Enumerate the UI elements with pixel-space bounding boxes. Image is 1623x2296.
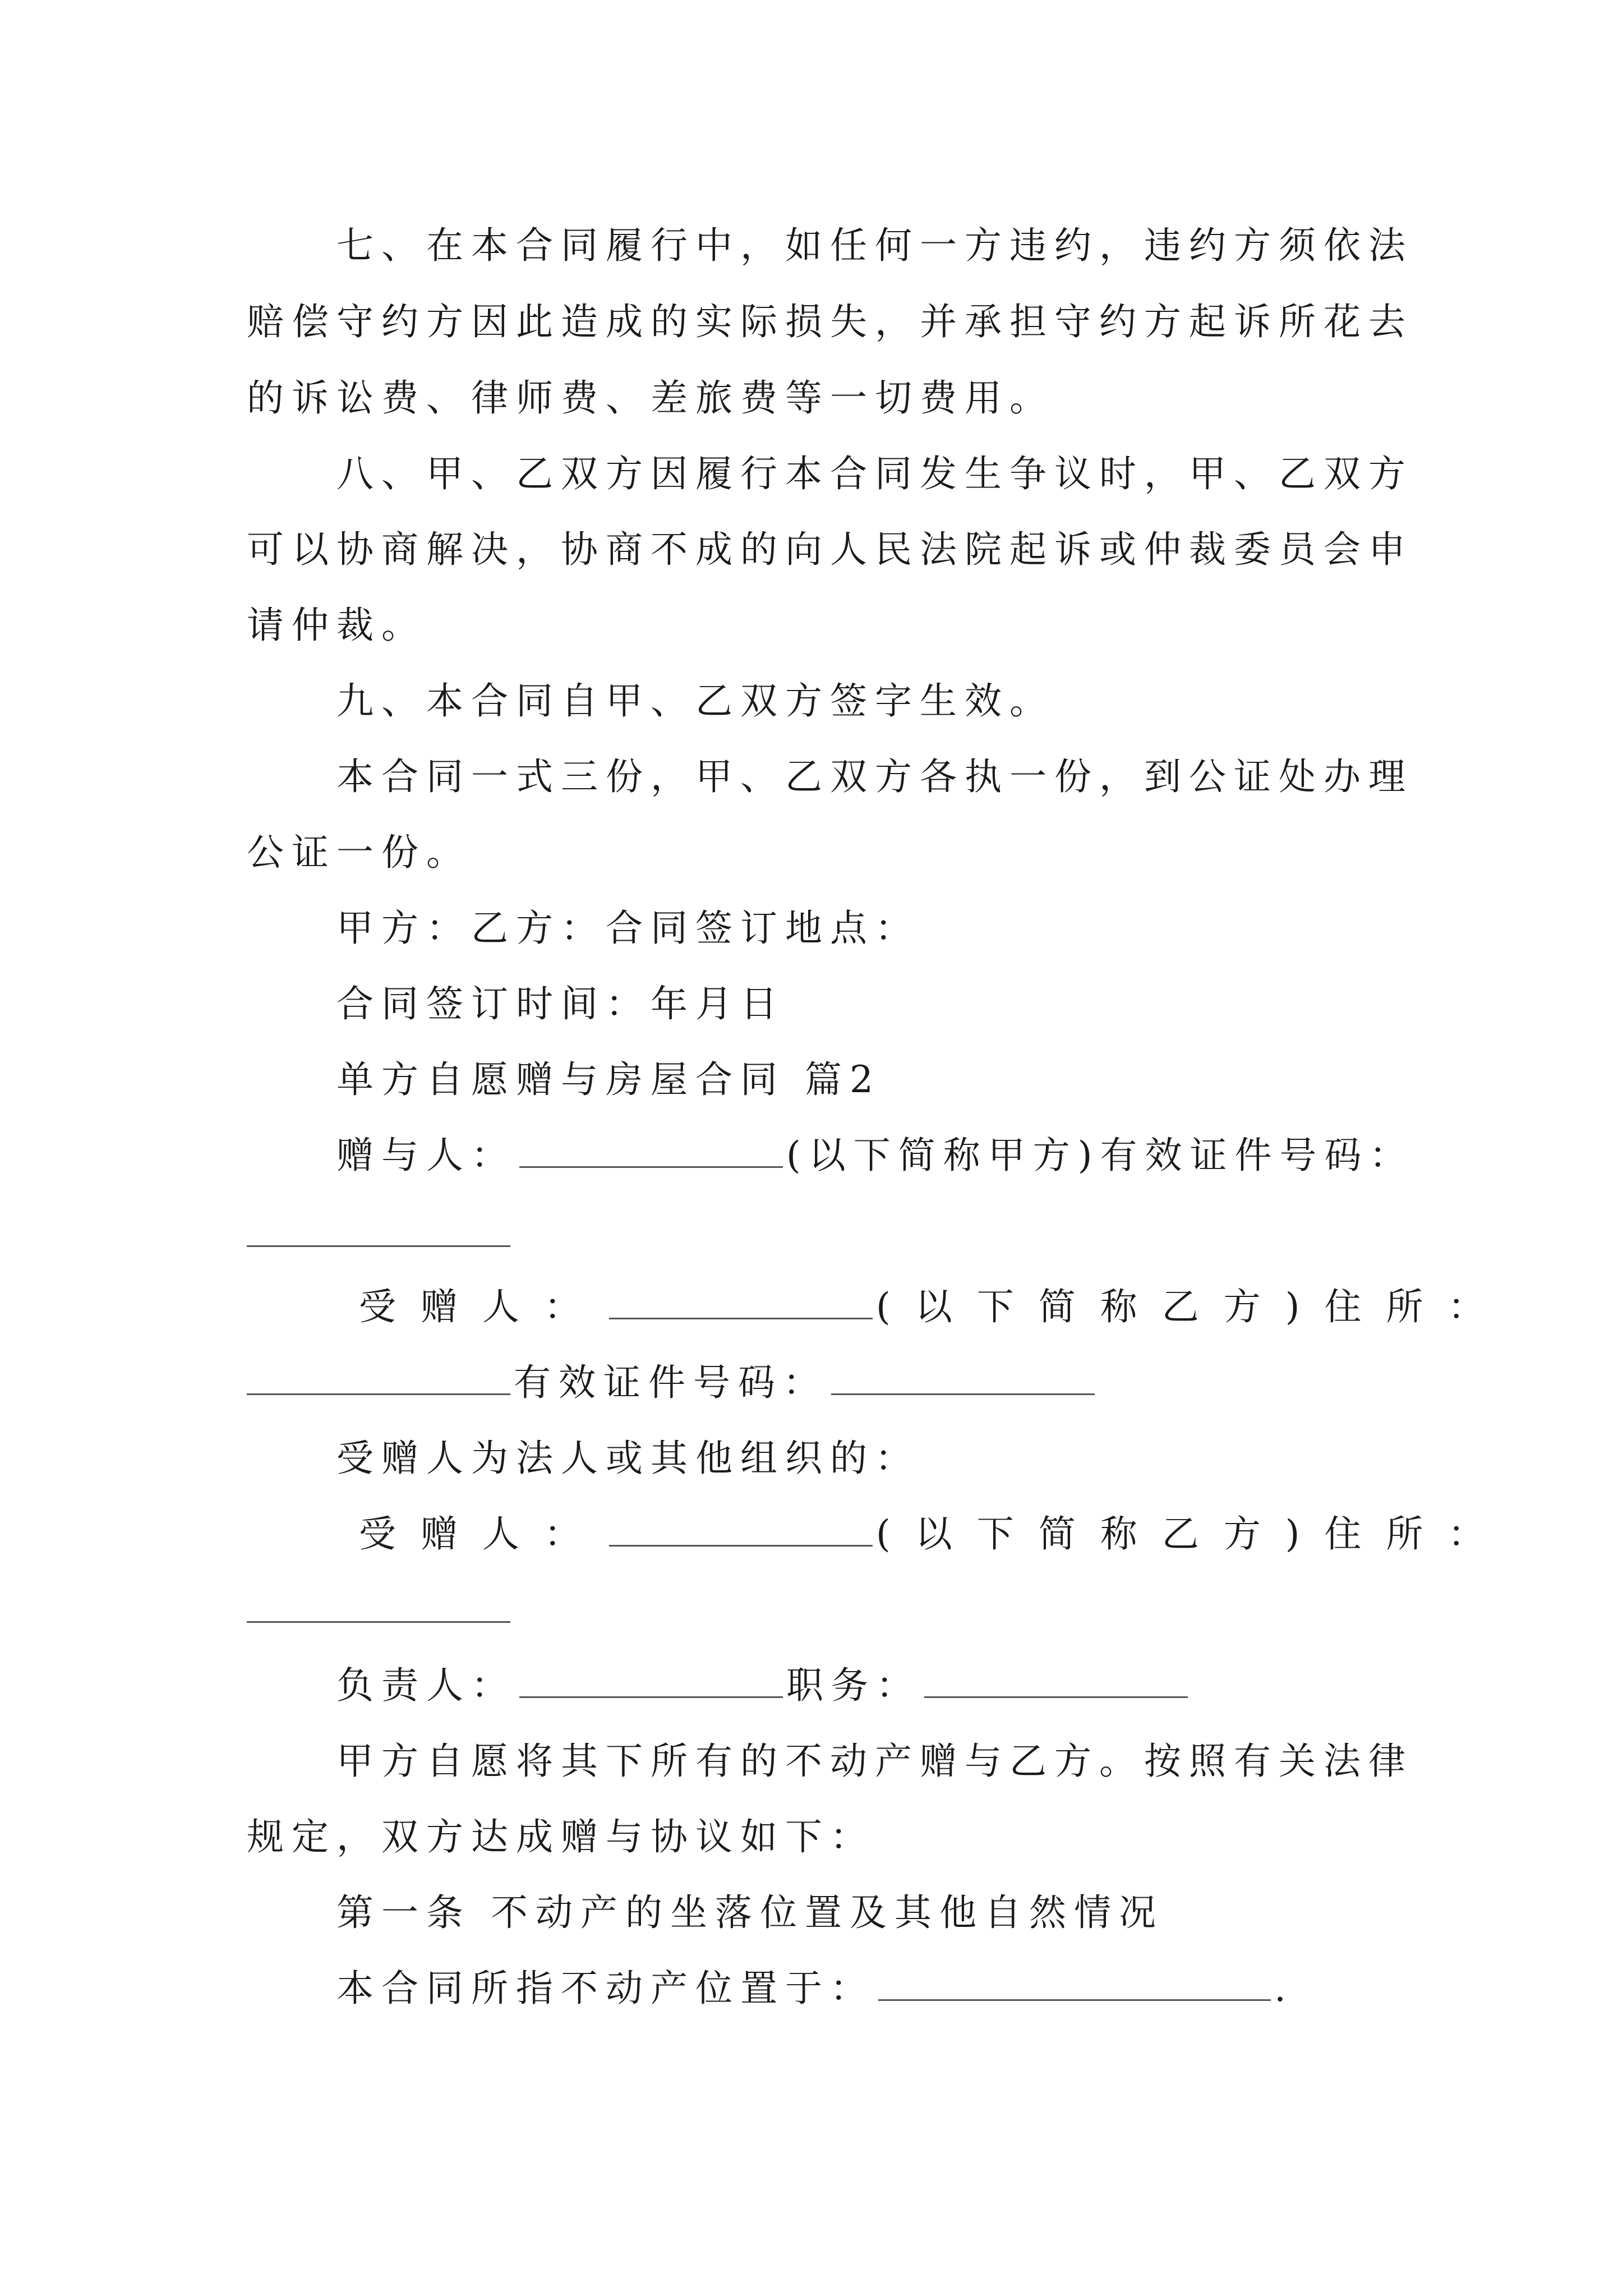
agreement-line-1: 甲方自愿将其下所有的不动产赠与乙方。按照有关法律 [336, 1740, 1413, 1783]
donee-address-line [247, 1360, 1098, 1405]
id-number-label: 有效证件号码： [514, 1361, 828, 1404]
donor-id-blank[interactable] [247, 1245, 510, 1247]
clause-7-line-1: 七、在本合同履行中，如任何一方违约，违约方须依法 [336, 224, 1413, 267]
position-label: 职务： [786, 1664, 921, 1707]
section-title: 单方自愿赠与房屋合同 篇2 [336, 1058, 881, 1101]
clause-7-line-3: 的诉讼费、律师费、差旅费等一切费用。 [247, 376, 1054, 420]
clause-8-line-2: 可以协商解决，协商不成的向人民法院起诉或仲裁委员会申 [247, 528, 1413, 571]
donor-label: 赠与人： [336, 1134, 516, 1177]
donor-suffix: (以下简称甲方)有效证件号码： [786, 1134, 1414, 1177]
clause-7-line-2: 赔偿守约方因此造成的实际损失，并承担守约方起诉所花去 [247, 300, 1413, 343]
location-line [336, 1966, 1294, 2011]
donee-org-name-blank[interactable] [609, 1513, 873, 1547]
donee-suffix: (以下简称乙方)住所： [876, 1285, 1510, 1328]
copies-line-2: 公证一份。 [247, 831, 471, 874]
donee-label: 受赠人： [359, 1285, 606, 1328]
clause-8-line-1: 八、甲、乙双方因履行本合同发生争议时，甲、乙双方 [336, 452, 1413, 495]
donee-address-blank[interactable] [247, 1362, 510, 1395]
parties-signature-line: 甲方：乙方：合同签订地点： [336, 907, 920, 950]
leader-label: 负责人： [336, 1664, 516, 1707]
clause-9: 九、本合同自甲、乙双方签字生效。 [336, 679, 1054, 723]
location-blank[interactable] [878, 1968, 1271, 2001]
donee-org-address-blank[interactable] [247, 1621, 510, 1623]
location-end: . [1274, 1967, 1294, 2010]
donee2-label: 受赠人： [359, 1512, 606, 1556]
article-1-title: 第一条 不动产的坐落位置及其他自然情况 [336, 1891, 1164, 1934]
donor-name-blank[interactable] [519, 1135, 783, 1168]
donee-org-line [359, 1512, 1510, 1557]
donee2-suffix: (以下简称乙方)住所： [876, 1512, 1510, 1556]
donee-id-blank[interactable] [831, 1362, 1095, 1395]
position-blank[interactable] [924, 1665, 1188, 1698]
signing-time-line: 合同签订时间：年月日 [336, 982, 785, 1025]
leader-name-blank[interactable] [519, 1665, 783, 1698]
location-label: 本合同所指不动产位置于： [336, 1967, 875, 2010]
agreement-line-2: 规定，双方达成赠与协议如下： [247, 1815, 875, 1858]
donee-org-intro: 受赠人为法人或其他组织的： [336, 1437, 920, 1480]
clause-8-line-3: 请仲裁。 [247, 604, 426, 647]
donor-line [336, 1133, 1414, 1178]
leader-line [336, 1663, 1191, 1708]
copies-line-1: 本合同一式三份，甲、乙双方各执一份，到公证处办理 [336, 755, 1413, 798]
donee-line [359, 1285, 1510, 1329]
donee-name-blank[interactable] [609, 1286, 873, 1319]
